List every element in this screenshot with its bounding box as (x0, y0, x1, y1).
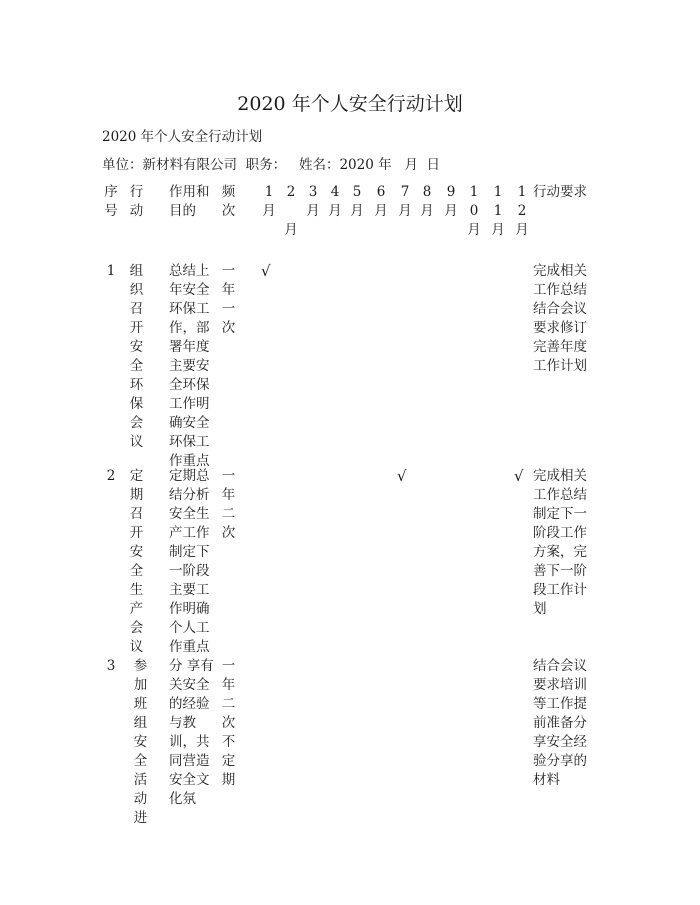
row-2-frequency: 一年二次 (221, 468, 236, 541)
row-3-action: 参加班组安全活动进 (133, 658, 148, 826)
check-row-2-month-7: √ (397, 467, 407, 485)
header-action: 行动 (129, 184, 144, 219)
row-1-frequency: 一年一次 (221, 263, 236, 336)
row-1-purpose: 总结上年安全环保工作，部署年度主要安全环保工作明确安全环保工作重点 (169, 263, 210, 469)
header-month-1: 1 月 (262, 184, 276, 219)
row-3-purpose: 分 享有关安全的经验与教 训，共同营造安全文化氛 (169, 658, 214, 807)
header-month-9: 9 月 (444, 184, 458, 219)
row-1-requirement: 完成相关工作总结结合会议要求修订完善年度工作计划 (533, 263, 587, 374)
header-month-8: 8 月 (420, 184, 434, 219)
header-seq: 序号 (104, 184, 118, 219)
row-3-requirement: 结合会议要求培训等工作提前准备分享安全经验分享的材料 (533, 658, 587, 788)
row-2-seq: 2 (106, 468, 116, 484)
document-title: 2020 年个人安全行动计划 (237, 93, 463, 115)
check-row-2-month-12: √ (514, 467, 524, 485)
header-month-3: 3 月 (306, 184, 320, 219)
header-month-12: 1 2 月 (515, 184, 529, 238)
header-month-4: 4 月 (328, 184, 342, 219)
header-month-5: 5 月 (350, 184, 364, 219)
header-month-2: 2 月 (284, 184, 298, 238)
check-row-1-month-1: √ (261, 262, 271, 280)
info-line: 单位：新材料有限公司 职务： 姓名：2020 年 月 日 (102, 157, 441, 173)
header-month-11: 1 1 月 (491, 184, 505, 238)
header-month-7: 7 月 (398, 184, 412, 219)
header-month-6: 6 月 (374, 184, 388, 219)
row-2-purpose: 定期总结分析安全生产工作制定下一阶段主要工作明确个人工作重点 (169, 468, 210, 655)
row-3-frequency: 一年二次不定期 (221, 658, 236, 788)
row-2-requirement: 完成相关工作总结制定下一阶段工作方案，完善下一阶段工作计划 (533, 468, 587, 617)
header-month-10: 1 0 月 (467, 184, 481, 238)
header-requirement: 行动要求 (533, 184, 587, 200)
row-3-seq: 3 (106, 658, 116, 674)
document-subtitle: 2020 年个人安全行动计划 (102, 129, 263, 145)
header-purpose: 作用和目的 (169, 184, 210, 219)
row-1-action: 组织召开安全环保会议 (129, 263, 144, 450)
row-2-action: 定期召开安全生产会议 (129, 468, 144, 655)
row-1-seq: 1 (106, 263, 116, 279)
header-frequency: 频次 (221, 184, 236, 219)
